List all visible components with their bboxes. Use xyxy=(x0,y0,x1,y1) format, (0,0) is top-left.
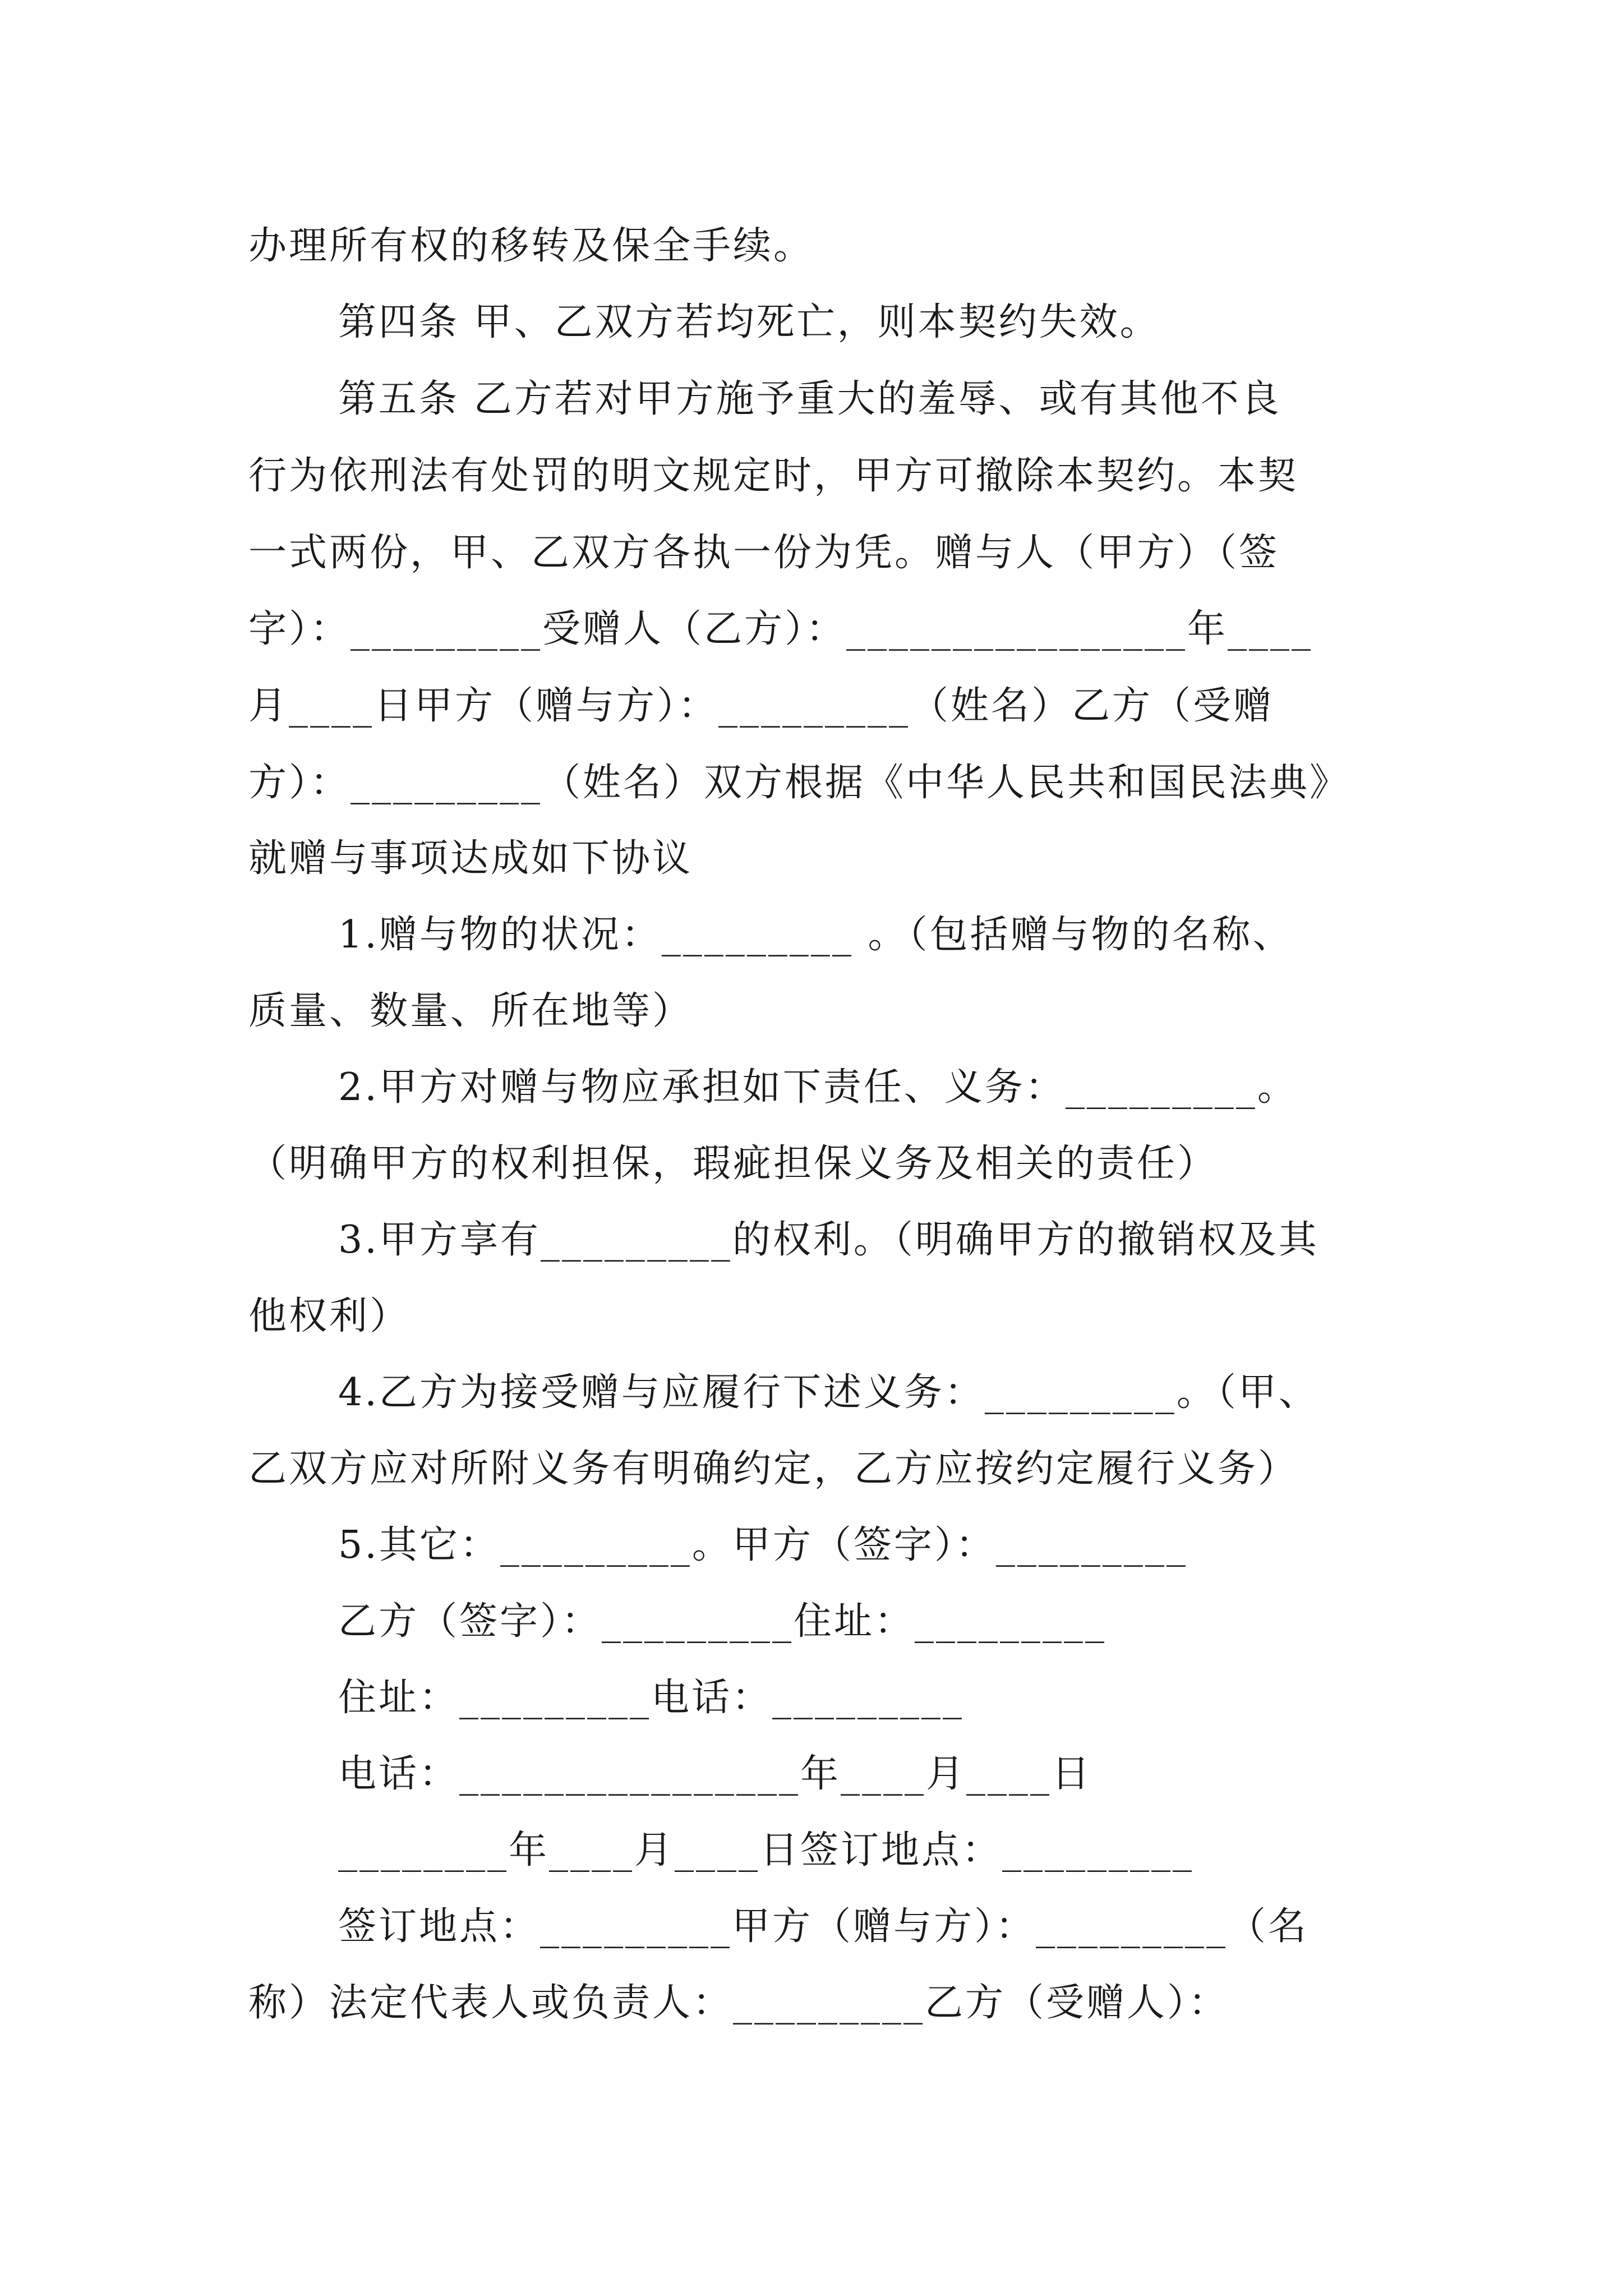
text-line-21: 电话：________________年____月____日 xyxy=(338,1752,1092,1796)
text-line-12: 2.甲方对赠与物应承担如下责任、义务：_________。 xyxy=(338,1065,1298,1110)
text-line-1: 办理所有权的移转及保全手续。 xyxy=(248,224,814,268)
text-line-20: 住址：_________电话：_________ xyxy=(338,1676,965,1720)
text-line-11: 质量、数量、所在地等） xyxy=(248,989,693,1033)
text-line-7: 月____日甲方（赠与方）：_________（姓名）乙方（受赠 xyxy=(248,684,1274,728)
text-line-23: 签订地点：_________甲方（赠与方）：_________（名 xyxy=(338,1904,1309,1949)
text-line-9: 就赠与事项达成如下协议 xyxy=(248,836,693,881)
text-line-24: 称）法定代表人或负责人：_________乙方（受赠人）： xyxy=(248,1981,1229,2025)
text-line-22: ________年____月____日签订地点：_________ xyxy=(338,1828,1195,1872)
text-line-10: 1.赠与物的状况：_________ 。（包括赠与物的名称、 xyxy=(338,913,1293,957)
text-line-4: 行为依刑法有处罚的明文规定时，甲方可撤除本契约。本契 xyxy=(248,454,1299,498)
text-line-18: 5.其它：_________。甲方（签字）：_________ xyxy=(338,1523,1188,1567)
text-line-6: 字）：_________受赠人（乙方）：________________年____ xyxy=(248,607,1313,651)
text-line-5: 一式两份，甲、乙双方各执一份为凭。赠与人（甲方）（签 xyxy=(248,531,1280,575)
text-line-15: 他权利） xyxy=(248,1294,411,1338)
text-line-8: 方）：_________（姓名）双方根据《中华人民共和国民法典》 xyxy=(248,761,1350,805)
text-line-2: 第四条 甲、乙双方若均死亡，则本契约失效。 xyxy=(338,300,1160,344)
text-line-17: 乙双方应对所附义务有明确约定，乙方应按约定履行义务） xyxy=(248,1447,1299,1491)
text-line-16: 4.乙方为接受赠与应履行下述义务：_________。（甲、 xyxy=(338,1370,1319,1415)
text-line-19: 乙方（签字）：_________住址：_________ xyxy=(338,1599,1107,1644)
text-line-3: 第五条 乙方若对甲方施予重大的羞辱、或有其他不良 xyxy=(338,377,1281,421)
text-line-13: （明确甲方的权利担保，瑕疵担保义务及相关的责任） xyxy=(248,1142,1218,1186)
text-line-14: 3.甲方享有_________的权利。（明确甲方的撤销权及其 xyxy=(338,1218,1319,1262)
